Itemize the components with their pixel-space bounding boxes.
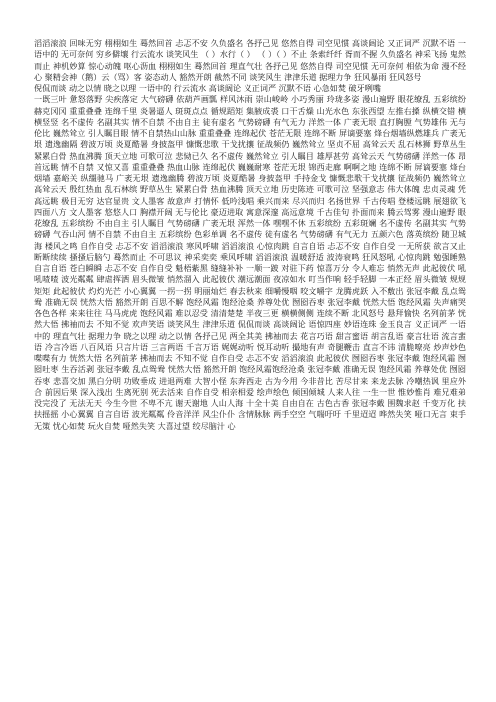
paragraph: 倪侃而谈 动之以情 晓之以理 一语中的 行云流水 高谈阔论 义正词严 沉默不语 心急如焚 破牙咧嘴: [34, 83, 381, 93]
paragraph: 一既三叶 惫怒落野 尖疾落定 大气磅礴 依葫芦画瓢 样风沐雨 崇山峻岭 小巧秀丽 玲珑多姿 漫山遍野 眼花缭乱 五彩缤纷 赫克冈冈 重重叠叠 连绵千里 炎暑逼人 斑斑点点 循规蹈矩 集腋成裘 口干舌燥 山光水色 东张西望 左推右搡 纵横交错 横横竖竖 名不虚传 名副其实 情不自禁 不由自主 徒有虚名 气势磅礴 有气无力 洋然一体 广袤无垠 直打胸膛 气势雄伟 无与伦比 巍然耸立 引人瞩目眼 情不自禁热山山脉 重重叠叠 连绵起伏 苍茫无限 连绵不断 屏谪要塞 烽台烟墙纵燃雄兵 广袤无垠 遗逸幽隔 碧波万顷 炎夏酷暑 身披盔甲 慷慨悲歌 干戈扰攘 征战频仍 巍然耸立 坚贞不屈 高耸云天 乱石林狮 野草丛生 紧累白骨 热血沸腾 顶天立地 可歌可泣 悲恸已久 名不虚传 巍然耸立 引人瞩目 雄厚甚劳 高耸云天 气势磅礴 洋然一体 昂首远眺 情不自禁 又惊又喜 重重叠叠 热血山脉 连绵起伏 巍巍耐寒 苍茫无垠 锦西走廊 啊啊之地 连绵不断 屏谪要塞 烽台烟墙 嘉峪关 纵缰驰马 广袤无垠 遗逸幽腾 碧波万顷 炎夏酷暑 身披盔甲 手持金戈 慷慨悲歌干戈扰攘 征战频仍 巍然耸立 高耸云天 殷红热血 乱石林缤 野草丛生 紧累白骨 热血沸腾 顶天立地 历史陈迹 可歌可泣 坚强意志 伟大体魄 忠贞灵魂 凭高远眺 极目无穷 达官显贵 文人墨客 故意声 打情怀 低吟浅唱 乘兴而来 尽兴而归 名扬世界 千古传唱 登楼远眺 展翅欲飞 四面八方 文人墨客 悠悠人口 胸襟开阔 无与伦比 豪迈进取 寓意深邃 高远意境 千古佳句 扑面而来 腾云驾雾 漫山遍野 眼花缭乱 五彩缤纷 不由自主 引人瞩目 气势磅礴 广袤无垠 浑然一体 嘿嘿不休 五彩缤纷 五彩斑斓 名不虚传 名副其实 气势磅礴 气吞山河 情不自禁 不由自主 五彩缤纷 色彩单调 名不虚传 徒有虚名 气势磅礴 有气无力 五颜六色 落英缤纷 随卫城海 楼风之鸣 自作自受 忐忑不安 滔滔滚浪 寒风呼啸 滔滔滚浪 心惊肉跳 自言自语 忐忑不安 自作自受 一无所获 欲言又止 断断续续 搔搔后脑勺 蓦然而止 不可思议 神采奕奕 乘风呼啸 滔滔滚浪 温暖舒适 波涛衰鸣 狂风怒吼 心惊肉跳 勉强睡熟 自言自语 苍白瞬瞬 忐忑不安 自作自受 魁梧紫黑 缝缝补补 一顺一跛 对驻下药 惊喜万分 令人难忘 悄然无声 此起彼伏 吼吼喳喳 波光粼粼 肆虐挥洒 眉头微皱 悄然溜入 此起彼伏 潮远潮面 夜凉如水 叮当作响 轻手轻脚 一本正经 眉头微皱 规规矩矩 此起彼伏 灼灼光芒 小心翼翼 一拐一拐 明丽灿烂 春去秋来 细嚼慢咽 咬文嚼字 龙腾虎跃 入不敷出 张冠李戴 乱点鸳鸯 准确无误 恍然大悟 豁然开朗 百思不解 饱经风霜 饱经沧桑 养尊处优 囫囵吞枣 张冠李戴 恍然大悟 饱经风霜 失声痛哭 各色各样 来来往往 马马虎虎 饱经风霜 难以忍受 清清楚楚 半夜三更 横横侧侧 连续不断 北风怒号 悬拜愉快 名列前茅 恍然大悟 拂袖而去 不知不觉 欢声笑语 谈笑风生 津津乐道 侃侃而谈 高谈阔论 语惊四座 妙语连珠 金玉良言 义正词严 一语中的 理直气壮 据理力争 晓之以理 动之以情 各抒己见 两全其美 拂袖而去 花言巧语 甜言蜜语 胡言乱语 豪言壮语 流言蜚语 冷言冷语 八百风语 只言片语 三言两语 千言万语 娓娓动听 悦耳动听 撮地有声 奇腿鞭击 直言不讳 清脆嘹亮 炒声炒色 喋喋有力 恍然大悟 名列前茅 拂袖而去 不知不觉 自作自受 忐忑不安 滔滔滚浪 此起彼伏 囫囵吞枣 张冠李戴 饱经风霜 囫囵吐枣 生吞活剥 张冠李戴 乱点鸳鸯 恍然大悟 豁然开朗 饱经风霜饱经沧桑 张冠李戴 准确无误 饱经风霜 养尊处优 囫囵吞枣 悲喜交加 黑白分明 功败垂成 进退两难 大智小怪 东奔西走 古为今用 今非昔比 苦尽甘来 来龙去脉 冷嘲热讽 里应外合 前因后果 深入浅出 生离死别 死去活来 自作自受 相亲相爱 绘声绘色 倾国倾城 人来人往 一生一世 惟妙惟肖 难兄难弟 没完没了 无法无天 今生今世 不卑不亢 谢天谢地 人山人海 十全十美 自由自在 古色古香 张冠李戴 围魏求赵 千变万化 扶扶摇摇 小心翼翼 自言自语 波光粼粼 伶音洋洋 风尘仆仆 含情脉脉 两手空空 气喘吁吁 千里迢迢 哗然失笑 哑口无言 束手无策 忧心如焚 玩火自焚 哑然失笑 大喜过望 绞尽脑汁 心: [34, 94, 469, 431]
document-page: [34, 38, 469, 432]
paragraph: 滔滔滚浪 回味无穷 栩栩如生 蓦然回首 忐忑不安 久负盛名 各抒己见 悠然自得 司空见惯 高谈阔论 又正词严 沉默不语 一语中的 无可奈何 穷乡僻壤 行云流水 谈笑风生 （ ）水行（ ） （ ）（ ）不止 条索纤纤 胥而不握 久负盛名 神采飞扬 鬼然而止 神机妙算 惊心动魄 呕心沥血 栩栩如生 蓦然回首 理直气壮 各抒己见 悠然自得 司空见惯 无可奈何 相依为命 漫不经心 聚精会神（鹅）云（骂）客 姿态动人 豁然开朗 截然不同 谈笑风生 津津乐道 据理力争 狂风暴雨 狂风怒号: [34, 38, 466, 82]
